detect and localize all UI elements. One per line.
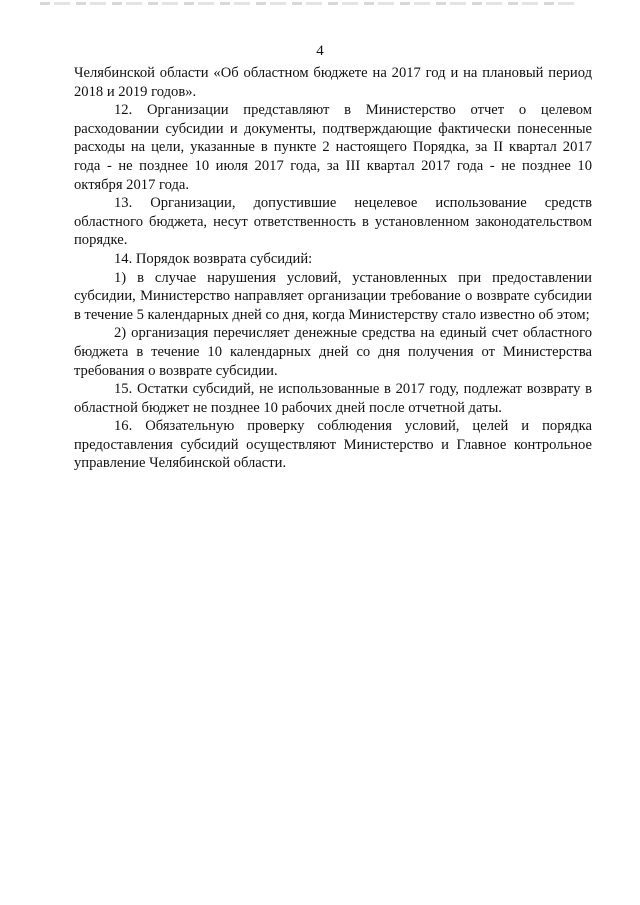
- paragraph-subitem-1: 1) в случае нарушения условий, установленных при предоставлении субсидии, Министерство направляет организации требование о возврате субсидии в течение 5 календарных дней со дня, когда Министерству стало известно об этом;: [74, 269, 592, 323]
- paragraph-item-16: 16. Обязательную проверку соблюдения условий, целей и порядка предоставления субсидий осуществляют Министерство и Главное контрольное управление Челябинской области.: [74, 418, 592, 472]
- page-number: 4: [316, 43, 324, 59]
- paragraph-item-15: 15. Остатки субсидий, не использованные в 2017 году, подлежат возврату в областной бюджет не позднее 10 рабочих дней после отчетной даты.: [74, 381, 592, 416]
- paragraph-item-12: 12. Организации представляют в Министерство отчет о целевом расходовании субсидии и документы, подтверждающие фактически понесенные расходы на цели, указанные в пункте 2 настоящего Порядка, за II квартал 2017 года - не позднее 10 июля 2017 года, за III квартал 2017 года - не позднее 10 октября 2017 года.: [74, 102, 592, 193]
- paragraph-item-13: 13. Организации, допустившие нецелевое использование средств областного бюджета, несут ответственность в установленном законодательством порядке.: [74, 195, 592, 249]
- paragraph-continuation: Челябинской области «Об областном бюджете на 2017 год и на плановый период 2018 и 2019 годов».: [74, 65, 592, 100]
- paragraph-item-14: 14. Порядок возврата субсидий:: [114, 250, 313, 267]
- document-body: [74, 64, 592, 473]
- paragraph-subitem-2: 2) организация перечисляет денежные средства на единый счет областного бюджета в течение 10 календарных дней со дня получения от Министерства требования о возврате субсидии.: [74, 325, 592, 379]
- scan-artifact-line: [40, 2, 580, 5]
